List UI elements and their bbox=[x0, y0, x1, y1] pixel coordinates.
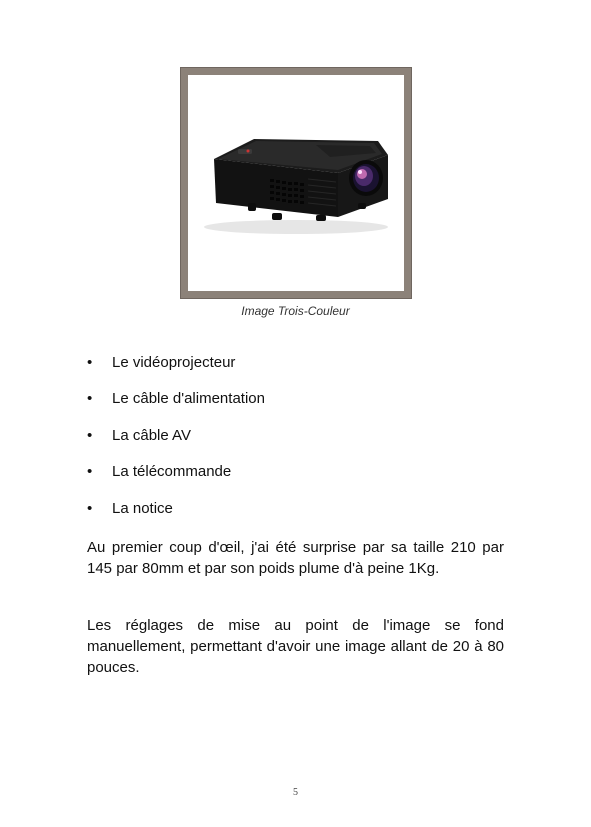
list-item bbox=[87, 499, 265, 535]
bullet-icon: • bbox=[87, 354, 93, 371]
list-item-text: Le câble d'alimentation bbox=[112, 390, 265, 408]
projector-image bbox=[188, 75, 404, 291]
list-item bbox=[87, 462, 265, 498]
page-number: 5 bbox=[293, 787, 298, 798]
image-frame bbox=[181, 68, 411, 298]
bullet-icon: • bbox=[87, 499, 93, 517]
box-contents-list bbox=[87, 353, 265, 535]
bullet-icon: • bbox=[87, 463, 93, 481]
list-item bbox=[87, 426, 265, 462]
list-item-text: La câble AV bbox=[112, 426, 191, 444]
list-item-text: Le vidéoprojecteur bbox=[112, 354, 236, 371]
list-item-text: La télécommande bbox=[112, 463, 232, 481]
list-item-text: La notice bbox=[112, 499, 173, 517]
list-item bbox=[87, 353, 265, 389]
list-item bbox=[87, 389, 265, 425]
figure-caption: Image Trois-Couleur bbox=[241, 304, 350, 318]
paragraph-size-weight: Au premier coup d'œil, j'ai été surprise par sa taille 210 par 145 par 80mm et par son poids plume d'à peine 1Kg. bbox=[87, 539, 504, 577]
bullet-icon: • bbox=[87, 426, 93, 444]
paragraph-focus-settings: Les réglages de mise au point de l'image se fond manuellement, permettant d'avoir une image allant de 20 à 80 pouces. bbox=[87, 617, 504, 676]
bullet-icon: • bbox=[87, 390, 93, 408]
